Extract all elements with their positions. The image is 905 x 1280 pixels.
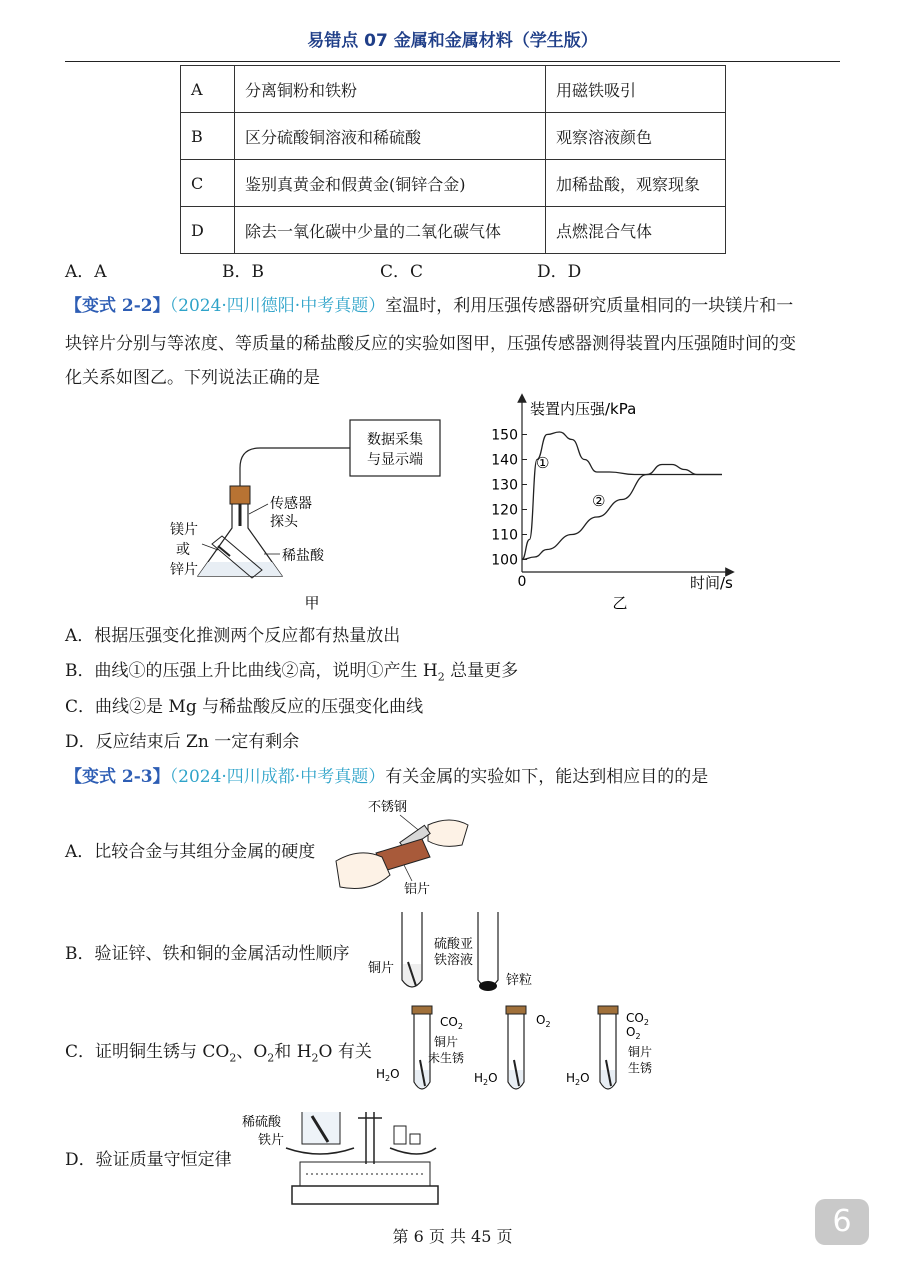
chart-y-label: 装置内压强/kPa bbox=[530, 400, 637, 418]
table-cell-task: 除去一氧化碳中少量的二氧化碳气体 bbox=[235, 207, 546, 254]
sensor-leader bbox=[249, 504, 268, 514]
table-cell-task: 鉴别真黄金和假黄金(铜锌合金) bbox=[235, 160, 546, 207]
rubber-stopper bbox=[230, 486, 250, 504]
choice-b[interactable]: B．B bbox=[222, 262, 264, 282]
q3-stem bbox=[65, 767, 708, 787]
left-hand bbox=[336, 853, 390, 889]
sensor-label-2: 探头 bbox=[270, 514, 298, 530]
figure-balance bbox=[240, 1104, 440, 1212]
q3-stem-text: 有关金属的实验如下，能达到相应目的的是 bbox=[385, 767, 709, 787]
series-line-1 bbox=[522, 432, 722, 560]
flask-liquid bbox=[198, 562, 282, 576]
q3-c-sub-2: 2 bbox=[267, 1051, 275, 1065]
steel-label: 不锈钢 bbox=[368, 800, 408, 815]
q2-option-b-sub: 2 bbox=[437, 670, 445, 684]
q3-tag: 【变式 2-3】 bbox=[65, 767, 170, 787]
figure-scratch-test bbox=[330, 795, 480, 900]
q2-option-d[interactable]: D．反应结束后 Zn 一定有剩余 bbox=[65, 732, 300, 752]
tube1-gas: $CO_2$ bbox=[440, 1015, 463, 1031]
y-tick-label: 140 bbox=[491, 452, 518, 469]
series-2-label: ② bbox=[592, 492, 606, 510]
pressure-chart bbox=[480, 392, 750, 620]
q2-option-a[interactable]: A．根据压强变化推测两个反应都有热量放出 bbox=[65, 626, 401, 646]
q2-tag: 【变式 2-2】 bbox=[65, 296, 170, 316]
q3-c-text-4: O 有关 bbox=[318, 1042, 372, 1062]
choice-a[interactable]: A．A bbox=[65, 262, 107, 282]
choice-d[interactable]: D．D bbox=[537, 262, 582, 282]
chart-x-label: 时间/s bbox=[690, 574, 733, 592]
q3-c-text-1: C．证明铜生锈与 CO bbox=[65, 1042, 230, 1062]
metal-label-1: 镁片 bbox=[170, 522, 198, 538]
q3-c-text-2: 、O bbox=[236, 1042, 268, 1062]
q2-stem-line2: 块锌片分别与等浓度、等质量的稀盐酸反应的实验如图甲，压强传感器测得装置内压强随时间的变 bbox=[65, 334, 796, 354]
q2-stem-line3: 化关系如图乙。下列说法正确的是 bbox=[65, 368, 320, 388]
tube1-copper-label-2: 未生锈 bbox=[428, 1051, 465, 1065]
solution-label-2: 铁溶液 bbox=[434, 953, 474, 968]
q2-source: （2024·四川德阳·中考真题） bbox=[169, 296, 386, 316]
table-cell-method: 观察溶液颜色 bbox=[546, 113, 726, 160]
zinc-label: 锌粒 bbox=[506, 973, 533, 988]
left-pan bbox=[286, 1148, 354, 1154]
q3-c-sub-1: 2 bbox=[229, 1051, 237, 1065]
table-cell-method: 加稀盐酸，观察现象 bbox=[546, 160, 726, 207]
tube2-gas: $O_2$ bbox=[536, 1013, 551, 1029]
figure-rust-test bbox=[372, 1002, 672, 1100]
tube3-gas-2: $O_2$ bbox=[626, 1025, 641, 1041]
series-1-label: ① bbox=[536, 454, 550, 472]
table-row bbox=[181, 113, 726, 160]
metal-label-3: 锌片 bbox=[170, 562, 198, 578]
y-tick-label: 150 bbox=[491, 427, 518, 444]
q3-c-sub-3: 2 bbox=[311, 1051, 319, 1065]
figure-a-caption: 甲 bbox=[304, 594, 320, 612]
choice-c[interactable]: C．C bbox=[380, 262, 424, 282]
options-table bbox=[180, 65, 726, 254]
collector-label-2: 与显示端 bbox=[367, 452, 423, 468]
sensor-label-1: 传感器 bbox=[270, 496, 312, 512]
aluminum-leader bbox=[404, 865, 412, 881]
balance-body bbox=[300, 1162, 430, 1186]
tube3-gas-1: $CO_2$ bbox=[626, 1011, 649, 1027]
solution-label-1: 硫酸亚 bbox=[434, 937, 474, 952]
tube3-copper-label-2: 生锈 bbox=[628, 1061, 653, 1075]
q3-source: （2024·四川成都·中考真题） bbox=[169, 767, 386, 787]
tube1-copper-label-1: 铜片 bbox=[434, 1035, 459, 1049]
tube3-copper-label-1: 铜片 bbox=[628, 1045, 653, 1059]
q3-option-a[interactable]: A．比较合金与其组分金属的硬度 bbox=[65, 842, 316, 862]
q2-option-c[interactable]: C．曲线②是 Mg 与稀盐酸反应的压强变化曲线 bbox=[65, 697, 424, 717]
table-row bbox=[181, 160, 726, 207]
zinc-granule bbox=[479, 981, 497, 991]
tube1-water-label: $H_2O$ bbox=[376, 1067, 400, 1083]
q2-option-b-text: B．曲线①的压强上升比曲线②高，说明①产生 H bbox=[65, 661, 438, 681]
chart-caption: 乙 bbox=[612, 594, 628, 612]
table-cell-letter: C bbox=[181, 160, 235, 207]
q2-stem-text: 室温时，利用压强传感器研究质量相同的一块镁片和一 bbox=[385, 296, 794, 316]
weight-2 bbox=[410, 1134, 420, 1144]
q3-option-d[interactable]: D．验证质量守恒定律 bbox=[65, 1150, 232, 1170]
table-cell-task: 分离铜粉和铁粉 bbox=[235, 66, 546, 113]
table-cell-letter: A bbox=[181, 66, 235, 113]
chart-origin-label: 0 bbox=[517, 574, 527, 590]
acid-label-d: 稀硫酸 bbox=[242, 1115, 282, 1130]
q2-stem-line1 bbox=[65, 296, 793, 316]
y-tick-label: 120 bbox=[491, 502, 518, 519]
iron-label-d: 铁片 bbox=[258, 1133, 285, 1148]
q3-option-b[interactable]: B．验证锌、铁和铜的金属活动性顺序 bbox=[65, 944, 350, 964]
page-header-title: 易错点 07 金属和金属材料（学生版） bbox=[307, 31, 598, 51]
table-cell-task: 区分硫酸铜溶液和稀硫酸 bbox=[235, 113, 546, 160]
tube1-stopper bbox=[412, 1006, 432, 1014]
collector-label-1: 数据采集 bbox=[367, 432, 423, 448]
series-line-2 bbox=[522, 465, 722, 560]
balance-pillar bbox=[358, 1112, 382, 1164]
q3-c-text-3: 和 H bbox=[274, 1042, 312, 1062]
y-tick-label: 110 bbox=[491, 527, 518, 544]
weight-1 bbox=[394, 1126, 406, 1144]
y-tick-label: 130 bbox=[491, 477, 518, 494]
acid-label: 稀盐酸 bbox=[282, 548, 324, 564]
table-cell-letter: D bbox=[181, 207, 235, 254]
figure-activity-test bbox=[366, 906, 546, 998]
copper-label: 铜片 bbox=[368, 961, 395, 976]
right-hand bbox=[428, 820, 468, 846]
aluminum-label: 铝片 bbox=[404, 882, 431, 897]
q2-option-b-end: 总量更多 bbox=[444, 661, 519, 681]
tube-right bbox=[478, 912, 498, 987]
tube3-stopper bbox=[598, 1006, 618, 1014]
figure-apparatus bbox=[160, 408, 470, 618]
page-number: 第 6 页 共 45 页 bbox=[392, 1227, 513, 1246]
sensor-cable bbox=[240, 448, 350, 486]
tube2-water-label: $H_2O$ bbox=[474, 1071, 498, 1087]
page-badge: 6 bbox=[815, 1199, 869, 1245]
tube3-water-label: $H_2O$ bbox=[566, 1071, 590, 1087]
header-divider bbox=[65, 61, 840, 62]
q3-option-c[interactable] bbox=[65, 1042, 372, 1068]
table-cell-letter: B bbox=[181, 113, 235, 160]
table-row bbox=[181, 66, 726, 113]
right-pan bbox=[390, 1148, 436, 1154]
metal-label-2: 或 bbox=[176, 542, 190, 558]
y-tick-label: 100 bbox=[491, 552, 518, 569]
balance-base bbox=[292, 1186, 438, 1204]
tube2-stopper bbox=[506, 1006, 526, 1014]
table-row bbox=[181, 207, 726, 254]
q2-option-b[interactable] bbox=[65, 661, 518, 687]
table-cell-method: 点燃混合气体 bbox=[546, 207, 726, 254]
table-cell-method: 用磁铁吸引 bbox=[546, 66, 726, 113]
